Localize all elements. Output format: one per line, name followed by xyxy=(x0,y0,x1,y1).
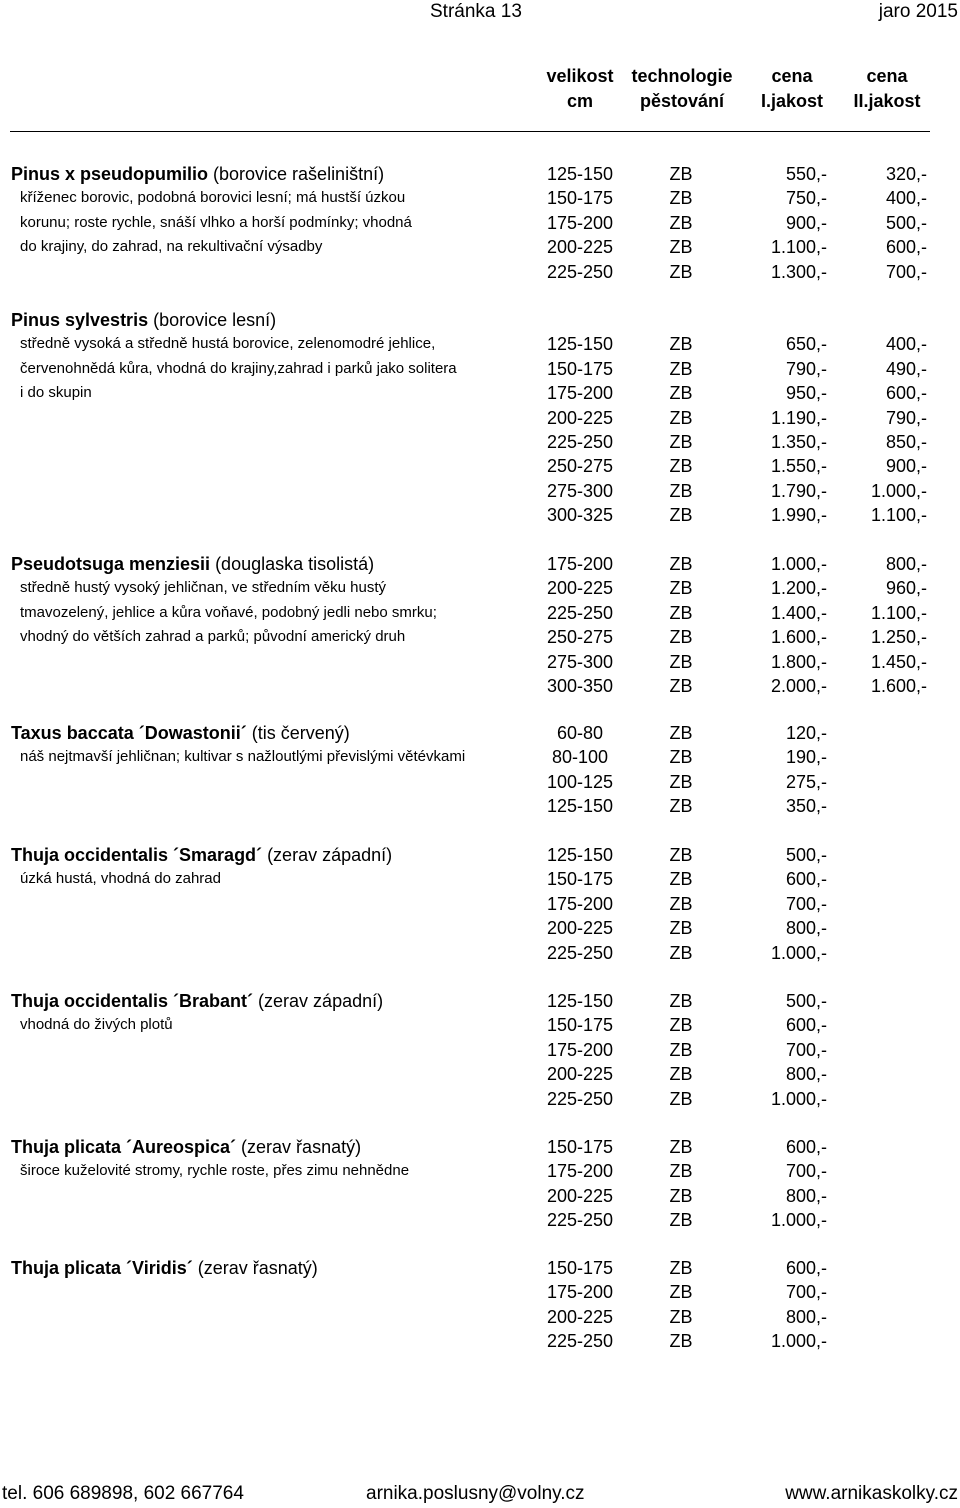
price1-cell: 1.400,- xyxy=(770,602,827,623)
price-row xyxy=(0,260,960,284)
price-row xyxy=(0,1013,960,1037)
size-cell: 175-200 xyxy=(546,1282,614,1303)
plant-title xyxy=(11,308,276,332)
size-cell: 200-225 xyxy=(546,1306,614,1327)
size-cell: 225-250 xyxy=(546,942,614,963)
price1-cell: 950,- xyxy=(785,383,827,404)
plant-description: červenohnědá kůra, vhodná do krajiny,zahrad i parků jako solitera xyxy=(20,359,457,377)
price-row xyxy=(0,454,960,478)
plant-latin-name: Pinus x pseudopumilio xyxy=(11,164,209,184)
size-cell: 250-275 xyxy=(546,456,614,477)
technology-cell: ZB xyxy=(669,747,693,768)
price-row xyxy=(0,916,960,940)
plant-description: vhodná do živých plotů xyxy=(20,1016,173,1034)
size-cell: 150-175 xyxy=(546,869,614,890)
price1-cell: 500,- xyxy=(785,845,827,865)
price1-cell: 1.200,- xyxy=(770,578,827,599)
price2-cell: 1.450,- xyxy=(870,651,927,672)
technology-cell: ZB xyxy=(669,869,693,890)
size-cell: 150-175 xyxy=(546,1015,614,1036)
footer-email[interactable]: arnika.poslusny@volny.cz xyxy=(366,1483,585,1504)
price-row xyxy=(0,576,960,600)
price2-cell: 1.600,- xyxy=(870,676,927,696)
column-header-price1: cena I.jakost xyxy=(760,66,824,111)
price-row xyxy=(0,1208,960,1232)
price-row xyxy=(0,381,960,405)
price-row xyxy=(0,674,960,698)
technology-cell: ZB xyxy=(669,188,693,209)
technology-cell: ZB xyxy=(669,554,693,574)
technology-cell: ZB xyxy=(669,358,693,379)
plant-common-name: (borovice lesní) xyxy=(148,310,277,330)
size-cell: 200-225 xyxy=(546,237,614,258)
price-row xyxy=(0,601,960,625)
column-header-technology: technologie pěstování xyxy=(631,66,733,111)
size-cell: 100-125 xyxy=(546,771,614,792)
header-divider xyxy=(10,131,930,132)
price1-cell: 1.550,- xyxy=(770,456,827,477)
price-row xyxy=(0,211,960,235)
price-row xyxy=(0,1184,960,1208)
technology-cell: ZB xyxy=(669,1185,693,1206)
price2-cell: 1.000,- xyxy=(870,480,927,501)
technology-cell: ZB xyxy=(669,1306,693,1327)
technology-cell: ZB xyxy=(669,578,693,599)
plant-common-name: (tis červený) xyxy=(246,723,350,743)
price1-cell: 550,- xyxy=(785,164,827,184)
price-row xyxy=(0,479,960,503)
price1-cell: 1.990,- xyxy=(770,505,827,526)
column-header-size: velikost cm xyxy=(546,66,614,111)
plant-common-name: (borovice rašeliništní) xyxy=(208,164,385,184)
price1-cell: 1.800,- xyxy=(770,651,827,672)
price-row xyxy=(0,867,960,891)
technology-cell: ZB xyxy=(669,1137,693,1157)
size-cell: 250-275 xyxy=(546,627,614,648)
technology-cell: ZB xyxy=(669,627,693,648)
technology-cell: ZB xyxy=(669,432,693,452)
price-row xyxy=(0,745,960,769)
technology-cell: ZB xyxy=(669,676,693,696)
size-cell: 200-225 xyxy=(546,1064,614,1085)
price1-cell: 750,- xyxy=(785,188,827,209)
price-row xyxy=(0,1087,960,1111)
plant-latin-name: Pseudotsuga menziesii xyxy=(11,554,211,574)
size-cell: 225-250 xyxy=(546,602,614,623)
technology-cell: ZB xyxy=(669,505,693,526)
technology-cell: ZB xyxy=(669,212,693,233)
technology-cell: ZB xyxy=(669,1064,693,1085)
price-row xyxy=(0,625,960,649)
size-cell: 300-350 xyxy=(546,676,614,696)
size-cell: 225-250 xyxy=(546,1331,614,1352)
plant-description: tmavozelený, jehlice a kůra voňavé, podobný jedli nebo smrku; xyxy=(20,603,437,621)
price1-cell: 790,- xyxy=(785,358,827,379)
size-cell: 125-150 xyxy=(546,796,614,817)
technology-cell: ZB xyxy=(669,1210,693,1231)
technology-cell: ZB xyxy=(669,1331,693,1352)
price1-cell: 700,- xyxy=(785,1282,827,1303)
technology-cell: ZB xyxy=(669,1039,693,1060)
price1-cell: 1.300,- xyxy=(770,261,827,282)
price2-cell: 790,- xyxy=(885,407,927,428)
price1-cell: 650,- xyxy=(785,334,827,355)
technology-cell: ZB xyxy=(669,893,693,914)
size-cell: 275-300 xyxy=(546,480,614,501)
price-row xyxy=(0,989,960,1013)
price1-cell: 900,- xyxy=(785,212,827,233)
size-cell: 175-200 xyxy=(546,1161,614,1182)
price-row xyxy=(0,794,960,818)
price2-cell: 900,- xyxy=(885,456,927,477)
price-row xyxy=(0,843,960,867)
price1-cell: 800,- xyxy=(785,1185,827,1206)
size-cell: 125-150 xyxy=(546,164,614,184)
plant-latin-name: Thuja plicata ´Aureospica´ xyxy=(11,1137,237,1157)
technology-cell: ZB xyxy=(669,164,693,184)
technology-cell: ZB xyxy=(669,480,693,501)
price2-cell: 400,- xyxy=(885,188,927,209)
price-row xyxy=(0,1256,960,1280)
price2-cell: 700,- xyxy=(885,261,927,282)
price1-cell: 1.000,- xyxy=(770,1210,827,1231)
price-row xyxy=(0,650,960,674)
technology-cell: ZB xyxy=(669,407,693,428)
size-cell: 175-200 xyxy=(546,1039,614,1060)
size-cell: 225-250 xyxy=(546,1088,614,1109)
price-row xyxy=(0,1038,960,1062)
size-cell: 200-225 xyxy=(546,407,614,428)
price1-cell: 1.000,- xyxy=(770,942,827,963)
plant-latin-name: Pinus sylvestris xyxy=(11,310,149,330)
technology-cell: ZB xyxy=(669,845,693,865)
plant-description: středně hustý vysoký jehličnan, ve středním věku hustý xyxy=(20,579,387,597)
price1-cell: 800,- xyxy=(785,918,827,939)
plant-description: kříženec borovic, podobná borovici lesní; má hustší úzkou xyxy=(20,189,406,207)
price2-cell: 800,- xyxy=(885,554,927,574)
size-cell: 150-175 xyxy=(546,1137,614,1157)
price-row xyxy=(0,1159,960,1183)
price2-cell: 500,- xyxy=(885,212,927,233)
size-cell: 125-150 xyxy=(546,845,614,865)
footer-website[interactable]: www.arnikaskolky.cz xyxy=(785,1483,958,1504)
technology-cell: ZB xyxy=(669,602,693,623)
plant-description: široce kuželovité stromy, rychle roste, přes zimu nehnědne xyxy=(20,1162,410,1180)
plant-description: středně vysoká a středně hustá borovice, zelenomodré jehlice, xyxy=(20,335,436,353)
page-number: Stránka 13 xyxy=(430,1,522,22)
price-row xyxy=(0,552,960,576)
price-row xyxy=(0,430,960,454)
price2-cell: 490,- xyxy=(885,358,927,379)
technology-cell: ZB xyxy=(669,1161,693,1182)
size-cell: 200-225 xyxy=(546,918,614,939)
price1-cell: 600,- xyxy=(785,1015,827,1036)
technology-cell: ZB xyxy=(669,942,693,963)
technology-cell: ZB xyxy=(669,796,693,817)
price-row xyxy=(0,1062,960,1086)
size-cell: 225-250 xyxy=(546,1210,614,1231)
plant-description: úzká hustá, vhodná do zahrad xyxy=(20,870,221,888)
technology-cell: ZB xyxy=(669,651,693,672)
plant-description: náš nejtmavší jehličnan; kultivar s nažloutlými převislými větévkami xyxy=(20,748,466,766)
technology-cell: ZB xyxy=(669,1088,693,1109)
technology-cell: ZB xyxy=(669,1282,693,1303)
price-row xyxy=(0,503,960,527)
price1-cell: 600,- xyxy=(785,869,827,890)
price1-cell: 1.350,- xyxy=(770,432,827,452)
technology-cell: ZB xyxy=(669,383,693,404)
size-cell: 150-175 xyxy=(546,358,614,379)
price-row xyxy=(0,1305,960,1329)
price1-cell: 1.000,- xyxy=(770,554,827,574)
price1-cell: 1.000,- xyxy=(770,1088,827,1109)
plant-common-name: (zerav západní) xyxy=(253,991,384,1011)
plant-common-name: (douglaska tisolistá) xyxy=(210,554,375,574)
price-row xyxy=(0,235,960,259)
price2-cell: 960,- xyxy=(885,578,927,599)
plant-description: korunu; roste rychle, snáší vlhko a horší podmínky; vhodná xyxy=(20,213,412,231)
size-cell: 300-325 xyxy=(546,505,614,526)
size-cell: 225-250 xyxy=(546,261,614,282)
price-row xyxy=(0,1135,960,1159)
season-label: jaro 2015 xyxy=(878,1,958,22)
price1-cell: 120,- xyxy=(785,723,827,743)
size-cell: 125-150 xyxy=(546,334,614,355)
price1-cell: 800,- xyxy=(785,1306,827,1327)
plant-common-name: (zerav západní) xyxy=(262,845,393,865)
technology-cell: ZB xyxy=(669,456,693,477)
price2-cell: 850,- xyxy=(885,432,927,452)
plant-latin-name: Thuja plicata ´Viridis´ xyxy=(11,1258,193,1278)
price1-cell: 1.190,- xyxy=(770,407,827,428)
plant-description: vhodný do větších zahrad a parků; původní americký druh xyxy=(20,628,406,646)
size-cell: 200-225 xyxy=(546,578,614,599)
price1-cell: 1.600,- xyxy=(770,627,827,648)
price2-cell: 320,- xyxy=(885,164,927,184)
price2-cell: 600,- xyxy=(885,237,927,258)
price1-cell: 190,- xyxy=(785,747,827,768)
price2-cell: 600,- xyxy=(885,383,927,404)
price1-cell: 1.100,- xyxy=(770,237,827,258)
size-cell: 150-175 xyxy=(546,1258,614,1278)
price1-cell: 2.000,- xyxy=(770,676,827,696)
price2-cell: 1.100,- xyxy=(870,602,927,623)
technology-cell: ZB xyxy=(669,237,693,258)
plant-common-name: (zerav řasnatý) xyxy=(236,1137,362,1157)
price-row xyxy=(0,721,960,745)
technology-cell: ZB xyxy=(669,1015,693,1036)
technology-cell: ZB xyxy=(669,261,693,282)
size-cell: 80-100 xyxy=(551,747,609,768)
size-cell: 60-80 xyxy=(556,723,604,743)
size-cell: 175-200 xyxy=(546,383,614,404)
price-row xyxy=(0,941,960,965)
price-row xyxy=(0,357,960,381)
page-header xyxy=(0,0,960,24)
price1-cell: 600,- xyxy=(785,1258,827,1278)
price2-cell: 400,- xyxy=(885,334,927,355)
size-cell: 175-200 xyxy=(546,212,614,233)
price-row xyxy=(0,892,960,916)
price1-cell: 700,- xyxy=(785,1161,827,1182)
size-cell: 150-175 xyxy=(546,188,614,209)
price-row xyxy=(0,1329,960,1353)
technology-cell: ZB xyxy=(669,334,693,355)
price1-cell: 1.000,- xyxy=(770,1331,827,1352)
plant-description: i do skupin xyxy=(20,384,92,402)
size-cell: 200-225 xyxy=(546,1185,614,1206)
footer-phone: tel. 606 689898, 602 667764 xyxy=(2,1483,244,1504)
technology-cell: ZB xyxy=(669,918,693,939)
size-cell: 125-150 xyxy=(546,991,614,1011)
plant-latin-name: Thuja occidentalis ´Brabant´ xyxy=(11,991,254,1011)
price1-cell: 350,- xyxy=(785,796,827,817)
price-row xyxy=(0,1280,960,1304)
size-cell: 275-300 xyxy=(546,651,614,672)
price1-cell: 700,- xyxy=(785,893,827,914)
price2-cell: 1.100,- xyxy=(870,505,927,526)
plant-latin-name: Thuja occidentalis ´Smaragd´ xyxy=(11,845,263,865)
plant-latin-name: Taxus baccata ´Dowastonii´ xyxy=(11,723,247,743)
technology-cell: ZB xyxy=(669,771,693,792)
price-row xyxy=(0,332,960,356)
price1-cell: 275,- xyxy=(785,771,827,792)
price-row xyxy=(0,770,960,794)
price2-cell: 1.250,- xyxy=(870,627,927,648)
size-cell: 225-250 xyxy=(546,432,614,452)
size-cell: 175-200 xyxy=(546,554,614,574)
price-row xyxy=(0,406,960,430)
plant-description: do krajiny, do zahrad, na rekultivační výsadby xyxy=(20,238,323,256)
price1-cell: 600,- xyxy=(785,1137,827,1157)
price1-cell: 800,- xyxy=(785,1064,827,1085)
price1-cell: 700,- xyxy=(785,1039,827,1060)
technology-cell: ZB xyxy=(669,1258,693,1278)
technology-cell: ZB xyxy=(669,991,693,1011)
price1-cell: 500,- xyxy=(785,991,827,1011)
price-row xyxy=(0,186,960,210)
price1-cell: 1.790,- xyxy=(770,480,827,501)
size-cell: 175-200 xyxy=(546,893,614,914)
price-row xyxy=(0,162,960,186)
plant-common-name: (zerav řasnatý) xyxy=(192,1258,318,1278)
column-header-price2: cena II.jakost xyxy=(853,66,921,111)
technology-cell: ZB xyxy=(669,723,693,743)
